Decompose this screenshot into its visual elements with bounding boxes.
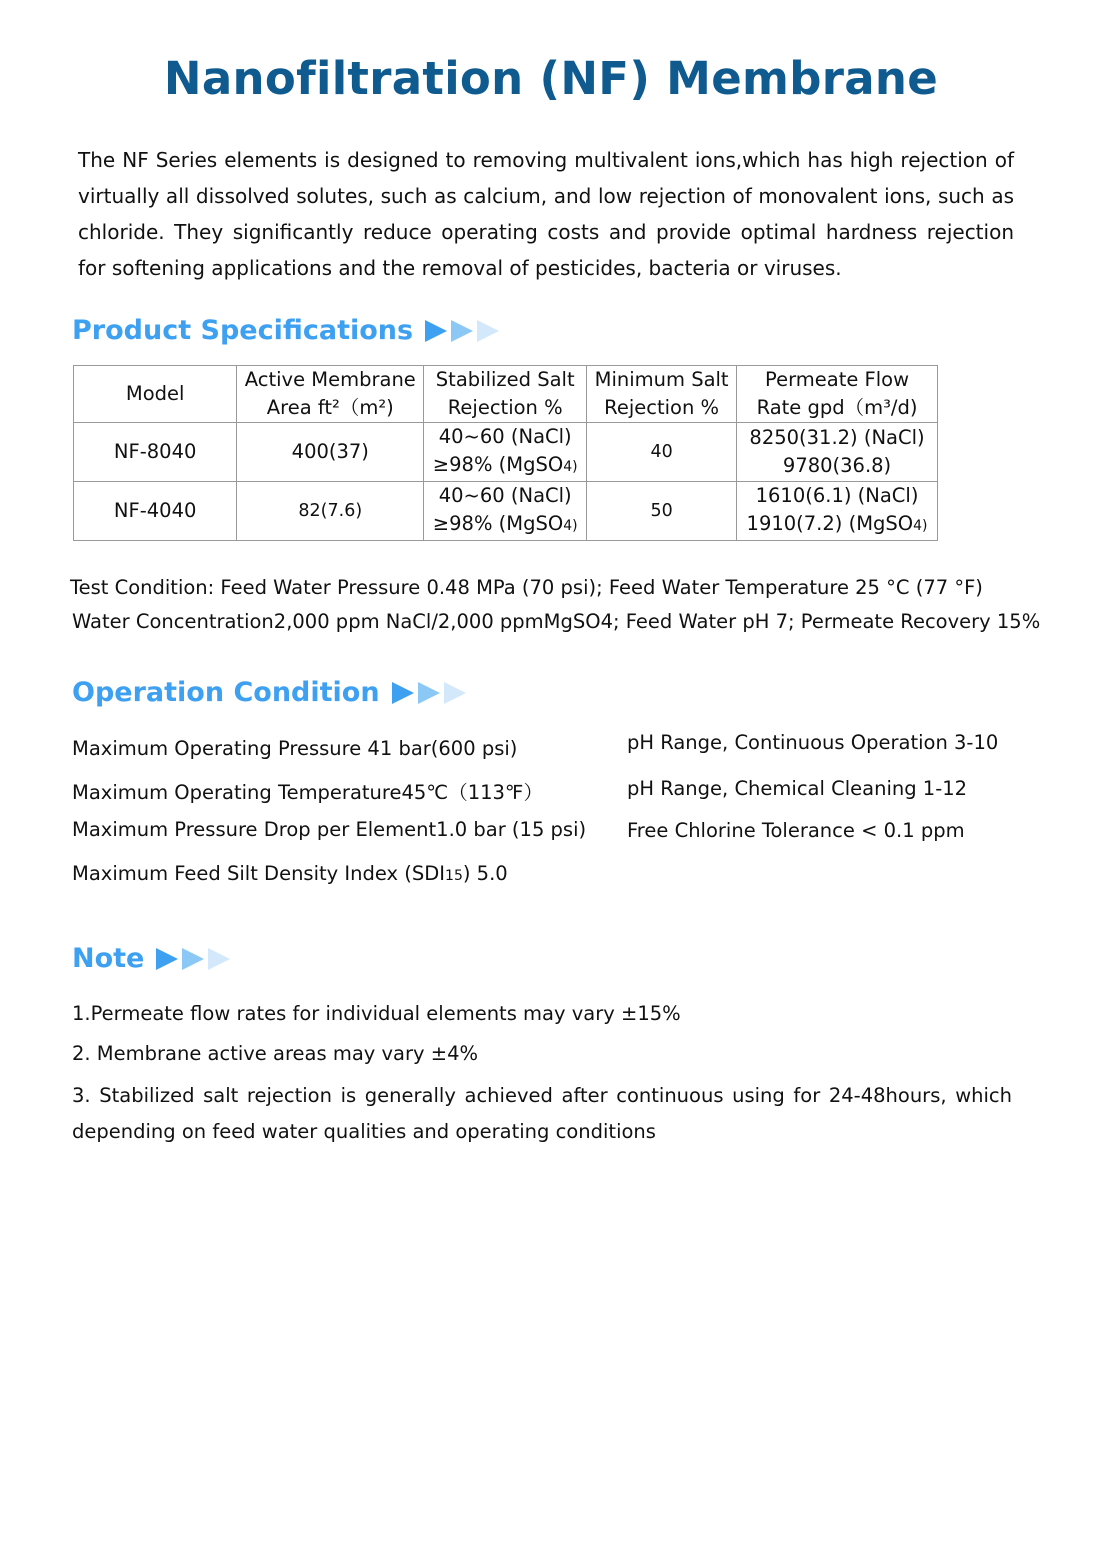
header-area bbox=[237, 366, 424, 423]
cell-flow-line2 bbox=[739, 510, 935, 540]
cell-flow-line2-text: 1910(7.2) (MgSO bbox=[746, 512, 914, 535]
test-condition bbox=[72, 571, 1040, 639]
cell-stab-line2 bbox=[426, 451, 584, 481]
note-item: 2. Membrane active areas may vary ±4% bbox=[72, 1042, 479, 1065]
arrow-right-icon bbox=[444, 682, 466, 704]
arrow-icons bbox=[425, 320, 499, 342]
note-heading-text: Note bbox=[72, 943, 145, 974]
cell-flow-line2: 9780(36.8) bbox=[782, 454, 892, 477]
arrow-icons bbox=[156, 948, 230, 970]
table-row bbox=[74, 482, 938, 541]
op-free-chlorine: Free Chlorine Tolerance < 0.1 ppm bbox=[627, 819, 965, 842]
table-header-row bbox=[74, 366, 938, 423]
op-pressure-drop: Maximum Pressure Drop per Element1.0 bar (15 psi) bbox=[72, 818, 587, 841]
table-row bbox=[74, 423, 938, 482]
op-ph-continuous: pH Range, Continuous Operation 3-10 bbox=[627, 731, 999, 754]
header-area-line2: Area ft²（m²) bbox=[266, 396, 394, 419]
header-area-line1: Active Membrane bbox=[244, 368, 416, 391]
cell-stab-line2-text: ≥98% (MgSO bbox=[432, 453, 564, 476]
cell-stab-line1: 40~60 (NaCl) bbox=[438, 425, 572, 448]
cell-stab-line2 bbox=[426, 510, 584, 540]
header-stab-line2: Rejection % bbox=[447, 396, 563, 419]
op-sdi-prefix: Maximum Feed Silt Density Index (SDI bbox=[72, 862, 446, 885]
arrow-right-icon bbox=[156, 948, 178, 970]
intro-paragraph: The NF Series elements is designed to removing multivalent ions,which has high rejection of virtually all dissolved solutes, such as calcium, and low rejection of monovalent ions, such as chloride. They significantly reduce operating costs and provide optimal hardness rejection for softening applications and the removal of pesticides, bacteria or viruses. bbox=[78, 148, 1014, 280]
cell-minimum: 40 bbox=[587, 423, 737, 482]
product-specs-heading bbox=[72, 315, 499, 346]
header-flow bbox=[737, 366, 938, 423]
cell-area: 400(37) bbox=[237, 423, 424, 482]
op-max-pressure: Maximum Operating Pressure 41 bar(600 psi) bbox=[72, 737, 518, 760]
cell-stab-line2-text: ≥98% (MgSO bbox=[432, 512, 564, 535]
subscript: 4) bbox=[563, 459, 578, 475]
cell-model: NF-8040 bbox=[74, 423, 237, 482]
arrow-right-icon bbox=[477, 320, 499, 342]
header-flow-line1: Permeate Flow bbox=[765, 368, 910, 391]
cell-flow bbox=[737, 482, 938, 541]
header-min-line1: Minimum Salt bbox=[594, 368, 729, 391]
test-condition-line1: Test Condition: Feed Water Pressure 0.48 MPa (70 psi); Feed Water Temperature 25 °C (77 °F) bbox=[70, 576, 983, 599]
header-stabilized bbox=[424, 366, 587, 423]
arrow-right-icon bbox=[208, 948, 230, 970]
cell-stabilized bbox=[424, 423, 587, 482]
cell-area: 82(7.6) bbox=[237, 482, 424, 541]
op-max-temperature: Maximum Operating Temperature45℃（113℉） bbox=[72, 781, 543, 804]
arrow-right-icon bbox=[418, 682, 440, 704]
test-condition-line2: Water Concentration2,000 ppm NaCl/2,000 ppmMgSO4; Feed Water pH 7; Permeate Recovery 15% bbox=[72, 610, 1041, 633]
cell-minimum: 50 bbox=[587, 482, 737, 541]
note-item: 3. Stabilized salt rejection is generally achieved after continuous using for 24-48hours, which depending on feed water qualities and operating conditions bbox=[72, 1084, 1012, 1143]
cell-stabilized bbox=[424, 482, 587, 541]
op-sdi bbox=[72, 862, 508, 885]
spec-table bbox=[73, 365, 938, 541]
op-sdi-suffix: ) 5.0 bbox=[462, 862, 508, 885]
header-min-line2: Rejection % bbox=[604, 396, 720, 419]
arrow-right-icon bbox=[182, 948, 204, 970]
subscript: 4) bbox=[563, 518, 578, 534]
cell-model: NF-4040 bbox=[74, 482, 237, 541]
page-title: Nanofiltration (NF) Membrane bbox=[163, 52, 939, 105]
arrow-right-icon bbox=[451, 320, 473, 342]
header-model: Model bbox=[74, 366, 237, 423]
cell-flow-line1: 1610(6.1) (NaCl) bbox=[755, 484, 919, 507]
header-stab-line1: Stabilized Salt bbox=[435, 368, 575, 391]
arrow-right-icon bbox=[425, 320, 447, 342]
cell-flow-line1: 8250(31.2) (NaCl) bbox=[749, 426, 925, 449]
product-specs-heading-text: Product Specifications bbox=[72, 315, 414, 346]
header-minimum bbox=[587, 366, 737, 423]
arrow-icons bbox=[392, 682, 466, 704]
note-item: 1.Permeate flow rates for individual elements may vary ±15% bbox=[72, 1002, 681, 1025]
subscript: 15 bbox=[445, 868, 463, 884]
arrow-right-icon bbox=[392, 682, 414, 704]
subscript: 4) bbox=[913, 518, 928, 534]
operation-heading-text: Operation Condition bbox=[72, 677, 380, 708]
operation-heading bbox=[72, 677, 466, 708]
op-ph-cleaning: pH Range, Chemical Cleaning 1-12 bbox=[627, 777, 968, 800]
cell-flow bbox=[737, 423, 938, 482]
note-heading bbox=[72, 943, 230, 974]
header-flow-line2: Rate gpd（m³/d) bbox=[756, 396, 918, 419]
cell-stab-line1: 40~60 (NaCl) bbox=[438, 484, 572, 507]
